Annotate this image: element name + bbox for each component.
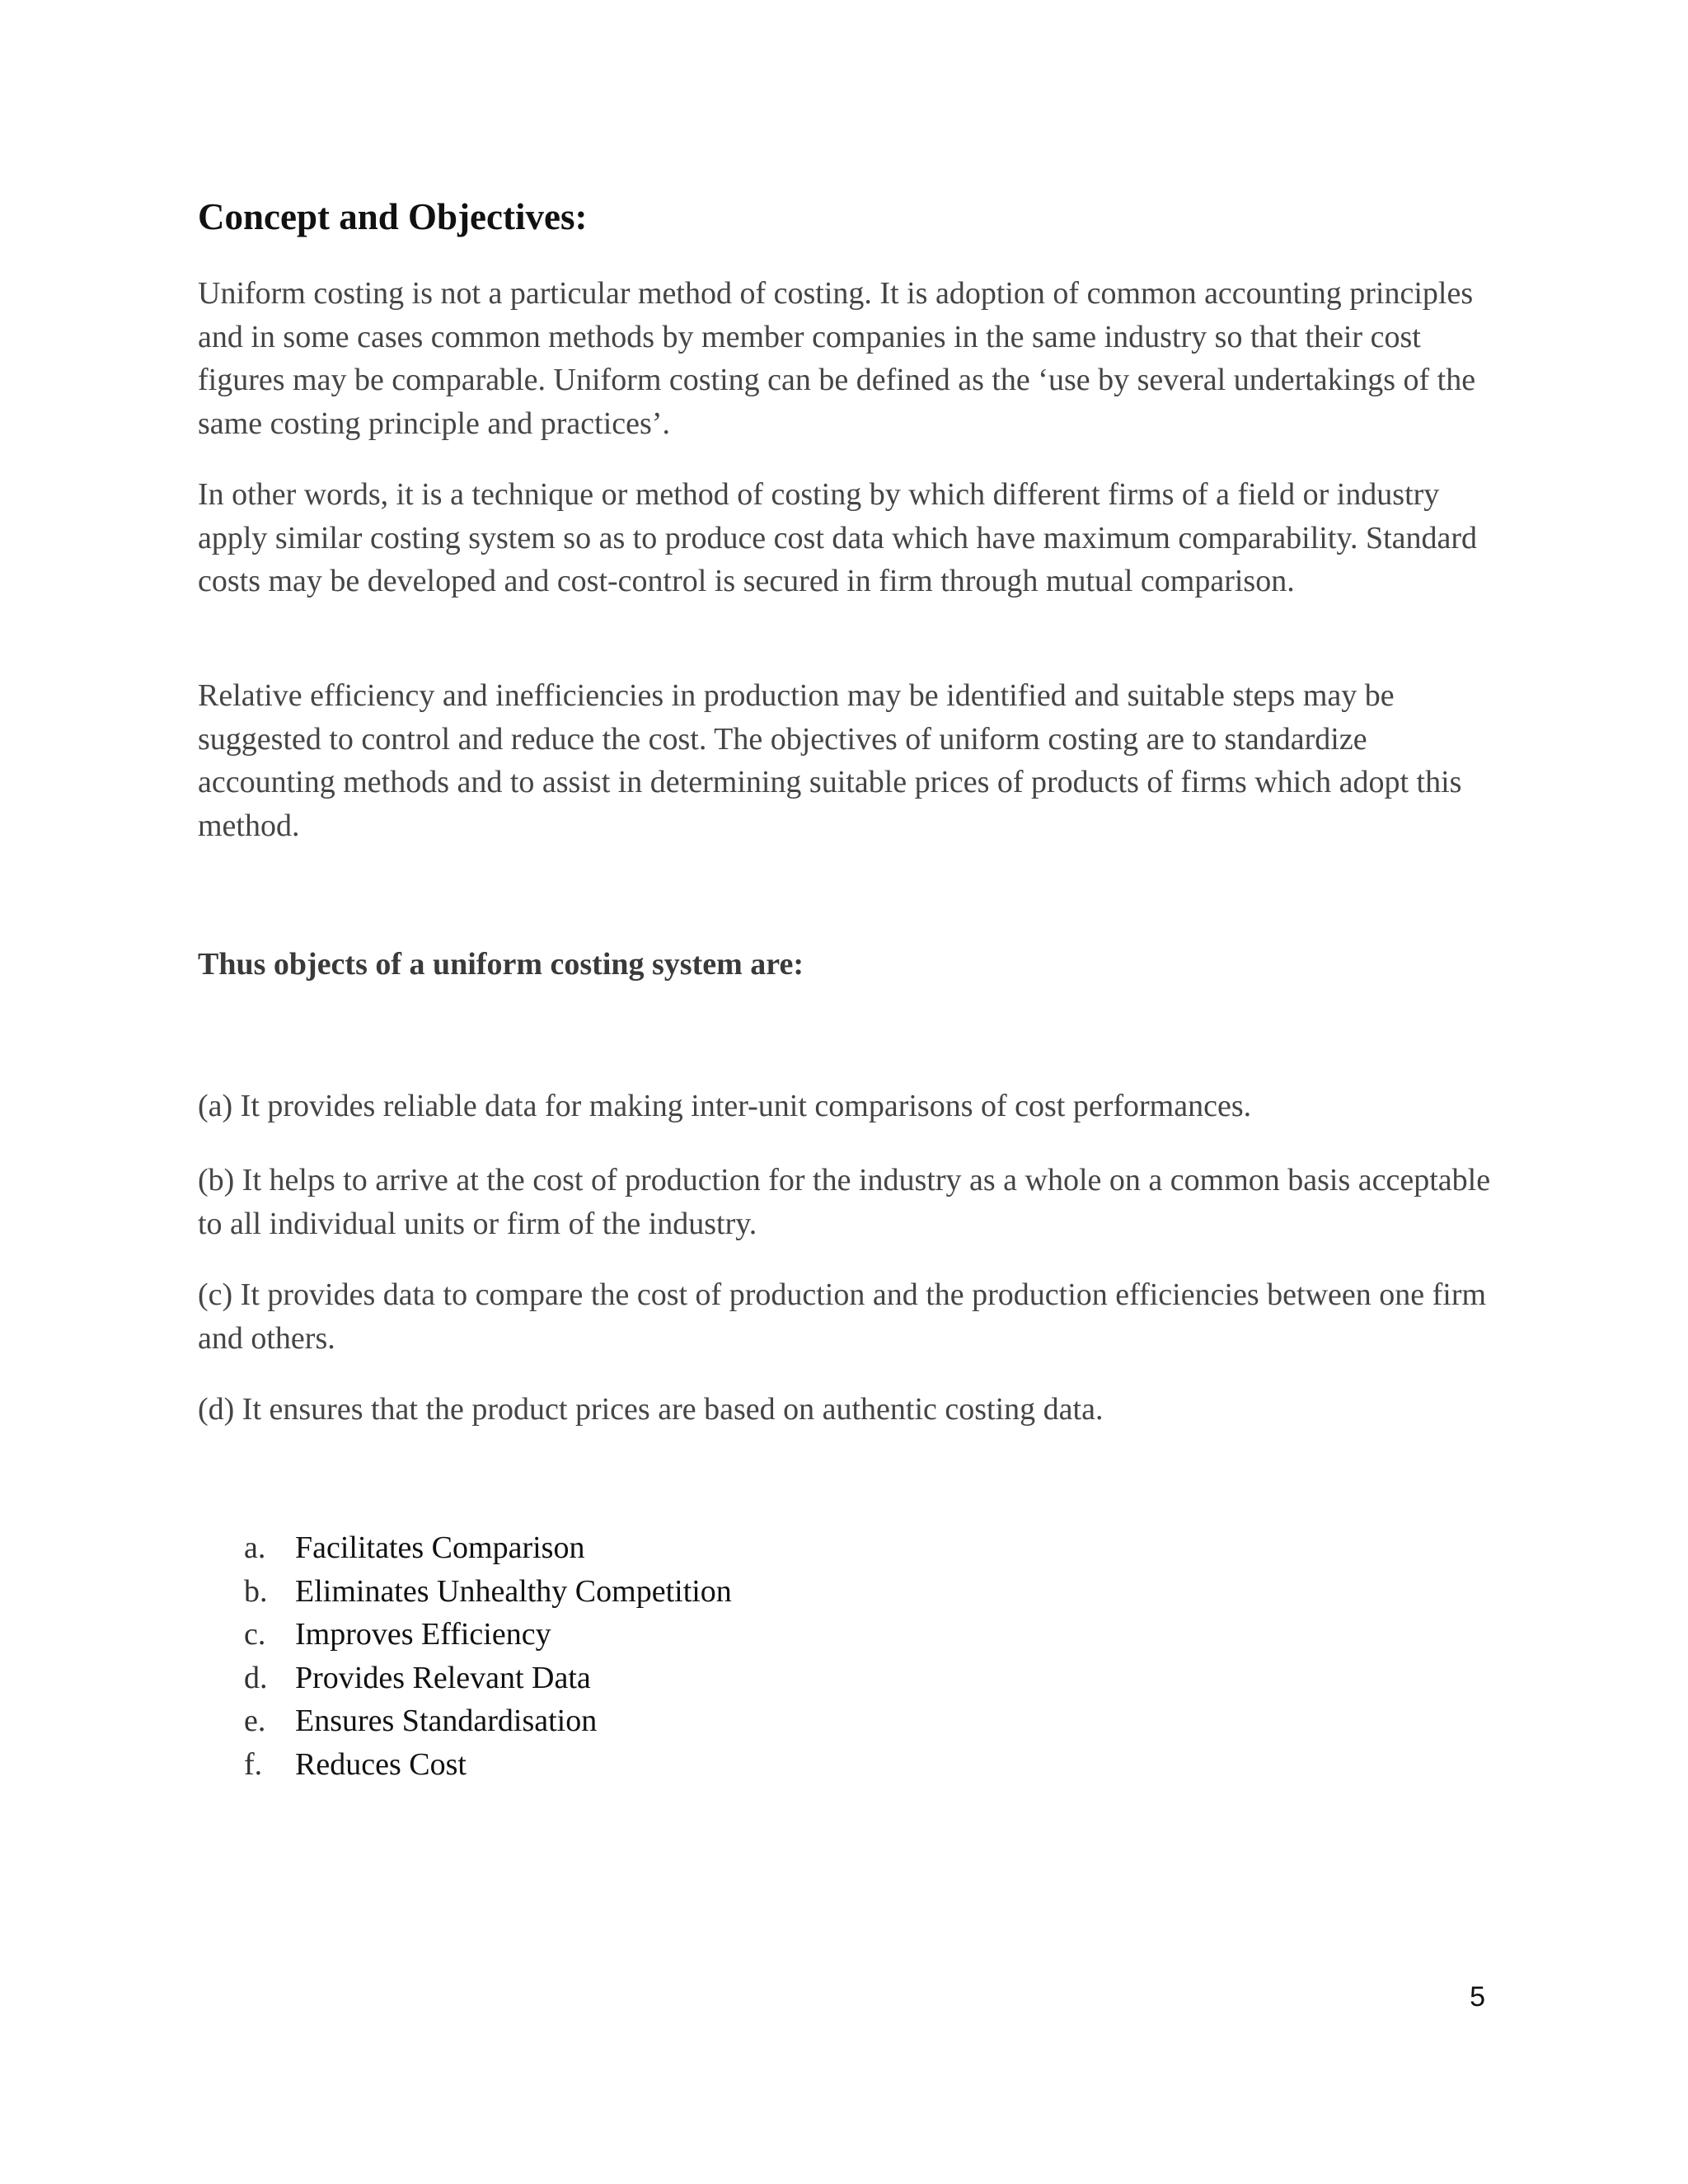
list-item-text: Eliminates Unhealthy Competition [295, 1573, 732, 1609]
objects-subheading: Thus objects of a uniform costing system are: [198, 947, 804, 982]
paragraph-definition: Uniform costing is not a particular method of costing. It is adoption of common accounting principles and in some cases common methods by member companies in the same industry so that their cost figures may be comparable. Uniform costing can be defined as the ‘use by several undertakings of the same costing principle and practices’. [198, 276, 1476, 441]
list-item [244, 1526, 732, 1570]
page-number: 5 [1470, 1981, 1485, 2013]
object-item-c: (c) It provides data to compare the cost of production and the production efficiencies between one firm and others. [198, 1277, 1487, 1356]
page-heading: Concept and Objectives: [198, 196, 588, 237]
list-item [244, 1613, 732, 1657]
list-item-text: Provides Relevant Data [295, 1660, 591, 1695]
paragraph-efficiency: Relative efficiency and inefficiencies in production may be identified and suitable steps may be suggested to control and reduce the cost. The objectives of uniform costing are to standardize accounting methods and to assist in determining suitable prices of products of firms which adopt this method. [198, 678, 1462, 843]
list-item-text: Facilitates Comparison [295, 1530, 585, 1565]
object-item-a: (a) It provides reliable data for making inter-unit comparisons of cost performances. [198, 1089, 1252, 1123]
object-item-b: (b) It helps to arrive at the cost of production for the industry as a whole on a common basis acceptable to all individual units or firm of the industry. [198, 1163, 1491, 1241]
list-marker: b. [244, 1573, 268, 1609]
paragraph-technique: In other words, it is a technique or method of costing by which different firms of a field or industry apply similar costing system so as to produce cost data which have maximum comparability. Standard costs may be developed and cost-control is secured in firm through mutual comparison. [198, 477, 1478, 598]
object-item-d: (d) It ensures that the product prices are based on authentic costing data. [198, 1392, 1104, 1427]
list-marker: c. [244, 1617, 266, 1652]
list-marker: e. [244, 1704, 266, 1738]
list-marker: d. [244, 1660, 268, 1695]
list-item-text: Ensures Standardisation [295, 1704, 598, 1738]
list-item [244, 1570, 732, 1614]
list-item-text: Improves Efficiency [295, 1617, 551, 1652]
list-item [244, 1699, 732, 1743]
list-marker: a. [244, 1530, 266, 1565]
list-item-text: Reduces Cost [295, 1746, 467, 1782]
benefits-list [244, 1526, 732, 1786]
list-marker: f. [244, 1746, 263, 1782]
list-item [244, 1743, 732, 1787]
list-item [244, 1657, 732, 1700]
